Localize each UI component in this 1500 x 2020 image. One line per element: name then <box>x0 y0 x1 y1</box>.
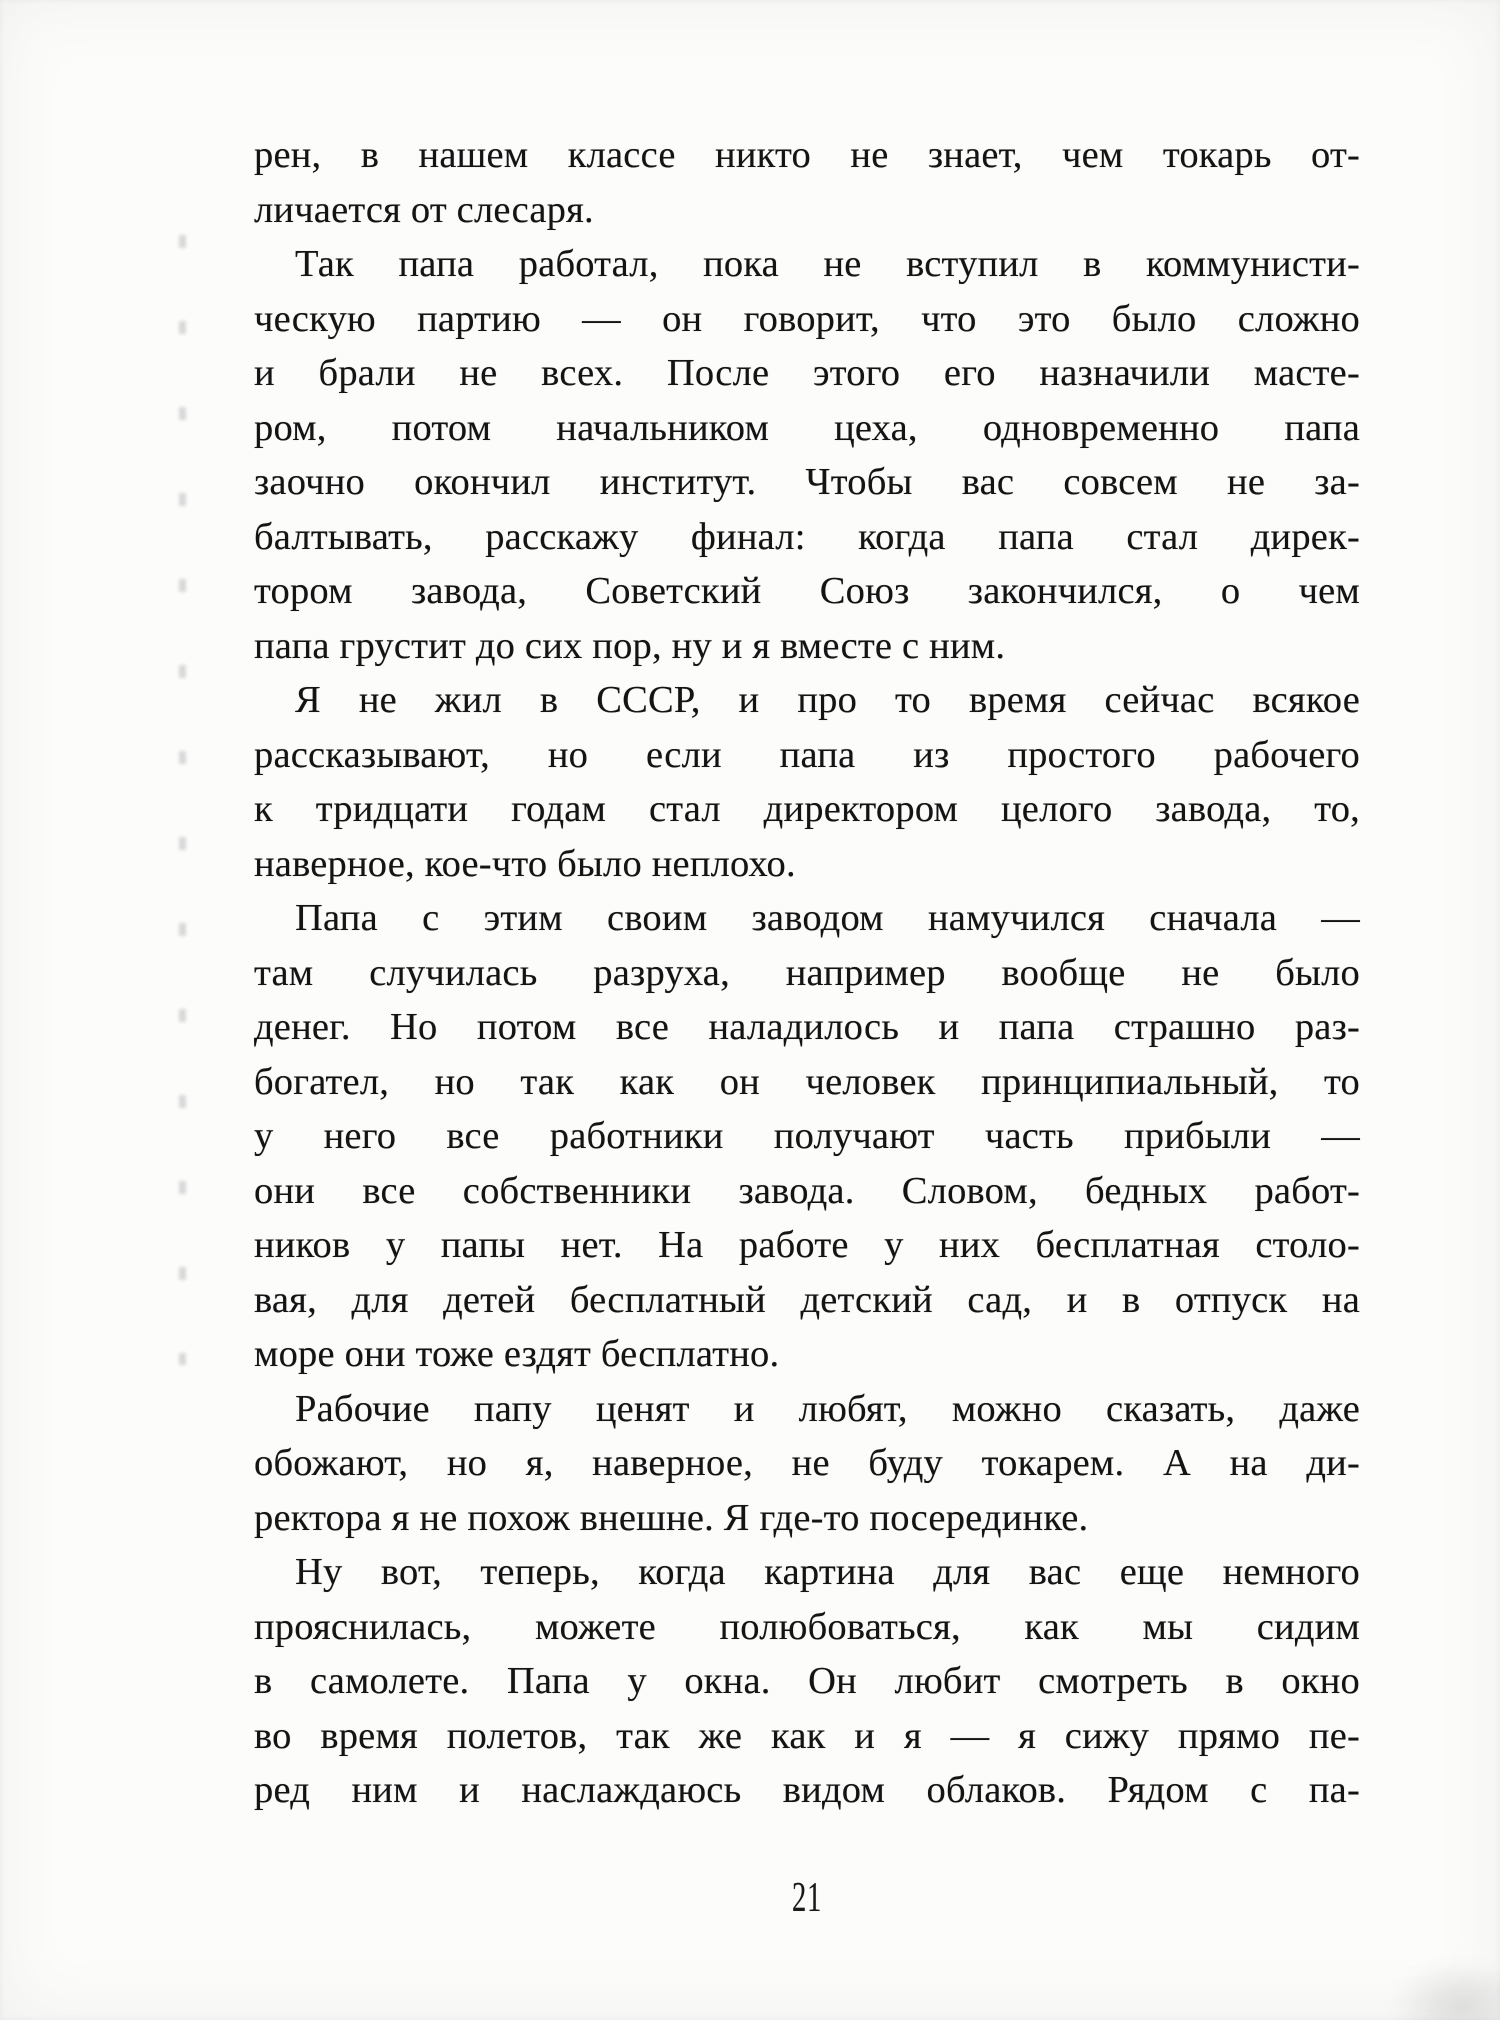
text-line: ников у папы нет. На работе у них бесплатная столо- <box>254 1224 1360 1266</box>
text-line: рассказывают, но если папа из простого рабочего <box>254 733 1360 776</box>
text-line: личается от слесаря. <box>254 188 594 231</box>
text-line: ред ним и наслаждаюсь видом облаков. Рядом с па- <box>254 1769 1360 1811</box>
text-line: и брали не всех. После этого его назначили масте- <box>254 352 1360 394</box>
page-number <box>254 1874 1360 1922</box>
text-line: богател, но так как он человек принципиальный, то <box>254 1060 1360 1103</box>
text-line: ректора я не похож внешне. Я где-то посерединке. <box>254 1496 1089 1539</box>
text-line: море они тоже ездят бесплатно. <box>254 1333 780 1375</box>
text-line: в самолете. Папа у окна. Он любит смотреть в окно <box>254 1660 1360 1702</box>
scan-shadow-corner <box>1390 1960 1500 2020</box>
text-line: там случилась разруха, например вообще не было <box>254 951 1360 994</box>
text-line: у него все работники получают часть прибыли — <box>254 1115 1360 1157</box>
text-line: обожают, но я, наверное, не буду токарем. А на ди- <box>254 1442 1360 1484</box>
text-line: папа грустит до сих пор, ну и я вместе с ним. <box>254 624 1006 667</box>
text-line: наверное, кое-что было неплохо. <box>254 842 796 885</box>
text-line: Рабочие папу ценят и любят, можно сказать, даже <box>295 1387 1360 1430</box>
scan-smudge-left-edge <box>179 235 186 1365</box>
text-line: вая, для детей бесплатный детский сад, и в отпуск на <box>254 1278 1360 1321</box>
body-text <box>254 128 1360 1818</box>
text-line: во время полетов, так же как и я — я сижу прямо пе- <box>254 1714 1360 1757</box>
text-line: ром, потом начальником цеха, одновременно папа <box>254 406 1360 449</box>
text-line: рен, в нашем классе никто не знает, чем токарь от- <box>254 134 1360 176</box>
text-line: Я не жил в СССР, и про то время сейчас всякое <box>295 679 1360 721</box>
text-line: тором завода, Советский Союз закончился, о чем <box>254 570 1360 612</box>
text-line: Ну вот, теперь, когда картина для вас еще немного <box>295 1551 1360 1593</box>
text-line: прояснилась, можете полюбоваться, как мы сидим <box>254 1605 1360 1648</box>
text-line: ческую партию — он говорит, что это было сложно <box>254 297 1360 340</box>
text-line: Так папа работал, пока не вступил в коммунисти- <box>295 243 1360 285</box>
text-line: балтывать, расскажу финал: когда папа стал дирек- <box>254 515 1360 558</box>
text-line: Папа с этим своим заводом намучился сначала — <box>295 897 1360 939</box>
page-number-value: 21 <box>792 1875 822 1921</box>
text-line: к тридцати годам стал директором целого завода, то, <box>254 788 1360 830</box>
text-line: они все собственники завода. Словом, бедных работ- <box>254 1169 1360 1212</box>
text-line: заочно окончил институт. Чтобы вас совсем не за- <box>254 461 1360 503</box>
text-line: денег. Но потом все наладилось и папа страшно раз- <box>254 1006 1360 1048</box>
